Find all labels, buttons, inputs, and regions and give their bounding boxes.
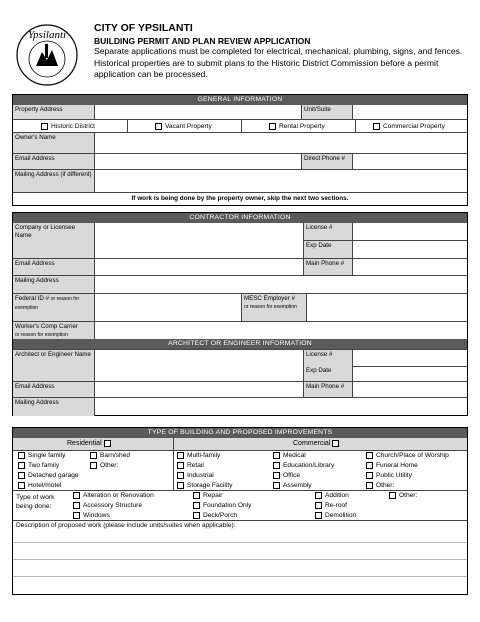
work-type-option-checkbox[interactable]: Demolition	[315, 511, 356, 520]
email-label: Email Address	[13, 154, 95, 170]
checkbox-icon	[73, 502, 80, 509]
federal-id-field[interactable]	[95, 294, 241, 322]
workers-comp-row	[13, 321, 467, 340]
commercial-option-checkbox[interactable]: Church/Place of Worship	[366, 451, 449, 460]
property-address-row	[13, 105, 467, 119]
residential-option-checkbox[interactable]: Two family	[18, 461, 59, 470]
checkbox-icon	[273, 482, 280, 489]
checkbox-icon	[18, 452, 25, 459]
email-field[interactable]	[95, 154, 301, 170]
commercial-option-checkbox[interactable]: Multi-family	[177, 451, 220, 460]
general-information-title: GENERAL INFORMATION	[13, 95, 467, 105]
city-seal-logo	[14, 22, 80, 88]
checkbox-icon	[18, 472, 25, 479]
checkbox-icon	[155, 123, 162, 130]
checkbox-icon	[104, 440, 111, 447]
city-name: CITY OF YPSILANTI	[94, 22, 193, 34]
commercial-checkbox[interactable]: Commercial	[293, 439, 342, 448]
contractor-architect-section	[12, 212, 468, 416]
unit-suite-label: Unit/Suite	[301, 105, 353, 119]
architect-mailing-label: Mailing Address	[13, 398, 95, 416]
contractor-email-field[interactable]	[95, 259, 303, 276]
residential-checkbox[interactable]: Residential	[67, 439, 114, 448]
vacant-property-checkbox[interactable]: Vacant Property	[155, 122, 212, 131]
checkbox-icon	[315, 512, 322, 519]
work-type-option-checkbox[interactable]: Other:	[389, 491, 417, 500]
architect-license-field[interactable]	[353, 350, 467, 366]
commercial-option-checkbox[interactable]: Storage Facility	[177, 481, 232, 490]
architect-email-field[interactable]	[95, 382, 303, 398]
architect-mailing-row	[13, 397, 467, 416]
commercial-option-checkbox[interactable]: Assembly	[273, 481, 312, 490]
checkbox-icon	[41, 123, 48, 130]
contractor-email-row	[13, 258, 467, 276]
checkbox-icon	[273, 452, 280, 459]
checkbox-icon	[90, 462, 97, 469]
description-label: Description of proposed work (please include units/suites when applicable):	[16, 522, 236, 529]
historic-district-checkbox[interactable]: Historic District	[41, 122, 95, 131]
checkbox-icon	[366, 452, 373, 459]
checkbox-icon	[315, 492, 322, 499]
description-area[interactable]	[13, 520, 467, 595]
architect-name-field[interactable]	[95, 350, 303, 382]
residential-option-checkbox[interactable]: Barn/shed	[90, 451, 130, 460]
work-type-option-checkbox[interactable]: Addition	[315, 491, 349, 500]
architect-exp-date-field[interactable]	[353, 366, 467, 382]
commercial-option-checkbox[interactable]: Medical	[273, 451, 306, 460]
property-address-label: Property Address	[13, 105, 95, 119]
general-information-section	[12, 94, 468, 206]
work-type-option-checkbox[interactable]: Windows	[73, 511, 110, 520]
property-type-row	[13, 119, 467, 133]
architect-name-label: Architect or Engineer Name	[13, 350, 95, 382]
description-line	[13, 576, 467, 577]
checkbox-icon	[193, 502, 200, 509]
checkbox-icon	[332, 440, 339, 447]
workers-comp-label: Worker's Comp Carrier or reason for exemption	[13, 322, 95, 340]
checkbox-icon	[18, 462, 25, 469]
mailing-address-row	[13, 169, 467, 192]
checkbox-icon	[177, 482, 184, 489]
checkbox-icon	[273, 472, 280, 479]
commercial-option-checkbox[interactable]: Industrial	[177, 471, 214, 480]
checkbox-icon	[18, 482, 25, 489]
contractor-exp-date-field[interactable]	[353, 241, 467, 258]
work-type-option-checkbox[interactable]: Deck/Porch	[193, 511, 237, 520]
residential-option-checkbox[interactable]: Detached garage	[18, 471, 79, 480]
architect-main-phone-field[interactable]	[353, 382, 467, 398]
company-name-field[interactable]	[95, 223, 303, 258]
checkbox-icon	[73, 512, 80, 519]
work-type-label: Type of work being done:	[16, 494, 55, 510]
form-description: Separate applications must be completed for electrical, mechanical, plumbing, signs, and fences. Historical properties are to submit plans to the Historic District Commission before a permit application can be processed.	[94, 46, 463, 79]
architect-name-row	[13, 349, 467, 382]
mesc-employer-field[interactable]	[307, 294, 467, 322]
commercial-option-checkbox[interactable]: Education/Library	[273, 461, 334, 470]
checkbox-icon	[177, 472, 184, 479]
checkbox-icon	[177, 452, 184, 459]
work-type-option-checkbox[interactable]: Foundation Only	[193, 501, 251, 510]
work-type-option-checkbox[interactable]: Re-roof	[315, 501, 347, 510]
direct-phone-field[interactable]	[353, 154, 467, 170]
checkbox-icon	[366, 482, 373, 489]
work-type-option-checkbox[interactable]: Repair	[193, 491, 222, 500]
direct-phone-label: Direct Phone #	[301, 154, 353, 170]
federal-id-row	[13, 293, 467, 322]
company-name-label: Company or Licensee Name	[13, 223, 95, 258]
property-address-field[interactable]	[95, 105, 311, 119]
commercial-option-checkbox[interactable]: Public Utility	[366, 471, 412, 480]
commercial-option-checkbox[interactable]: Retail	[177, 461, 204, 470]
commercial-option-checkbox[interactable]: Office	[273, 471, 300, 480]
commercial-option-checkbox[interactable]: Funeral Home	[366, 461, 418, 470]
workers-comp-field[interactable]	[95, 322, 467, 340]
architect-license-label: License #	[303, 350, 353, 366]
owner-skip-note: If work is being done by the property owner, skip the next two sections.	[13, 192, 467, 205]
description-line	[13, 542, 467, 543]
architect-information-title: ARCHITECT OR ENGINEER INFORMATION	[13, 339, 467, 349]
owner-name-field[interactable]	[95, 133, 467, 154]
checkbox-icon	[177, 462, 184, 469]
email-row	[13, 153, 467, 170]
contractor-license-field[interactable]	[353, 223, 467, 240]
federal-id-label: Federal ID # or reason for exemption	[13, 294, 95, 322]
building-category-header	[13, 438, 467, 450]
rental-property-checkbox[interactable]: Rental Property	[269, 122, 325, 131]
mailing-address-label: Mailing Address (if different)	[13, 170, 95, 192]
description-line	[13, 559, 467, 560]
unit-suite-field[interactable]	[353, 105, 467, 119]
work-type-option-checkbox[interactable]: Alteration or Renovation	[73, 491, 154, 500]
contractor-mailing-field[interactable]	[95, 276, 467, 294]
mailing-address-field[interactable]	[95, 170, 467, 192]
contractor-mailing-label: Mailing Address	[13, 276, 95, 294]
building-type-section	[12, 427, 468, 595]
work-type-option-checkbox[interactable]: Accessory Structure	[73, 501, 142, 510]
checkbox-icon	[73, 492, 80, 499]
contractor-main-phone-label: Main Phone #	[303, 259, 353, 276]
owner-name-label: Owner's Name	[13, 133, 95, 154]
contractor-main-phone-field[interactable]	[353, 259, 467, 276]
architect-email-label: Email Address	[13, 382, 95, 398]
residential-option-checkbox[interactable]: Other:	[90, 461, 118, 470]
checkbox-icon	[366, 462, 373, 469]
checkbox-icon	[366, 472, 373, 479]
checkbox-icon	[389, 492, 396, 499]
checkbox-icon	[90, 452, 97, 459]
building-type-title: TYPE OF BUILDING AND PROPOSED IMPROVEMENTS	[13, 428, 467, 438]
residential-option-checkbox[interactable]: Single family	[18, 451, 65, 460]
checkbox-icon	[269, 123, 276, 130]
contractor-mailing-row	[13, 275, 467, 294]
architect-main-phone-label: Main Phone #	[303, 382, 353, 398]
svg-text:Ypsilanti: Ypsilanti	[27, 29, 67, 41]
mesc-employer-label: MESC Employer # or reason for exemption	[241, 294, 307, 322]
commercial-property-checkbox[interactable]: Commercial Property	[373, 122, 445, 131]
checkbox-icon	[193, 512, 200, 519]
residential-option-checkbox[interactable]: Hotel/motel	[18, 481, 61, 490]
checkbox-icon	[315, 502, 322, 509]
contractor-exp-date-label: Exp Date	[303, 241, 353, 258]
checkbox-icon	[373, 123, 380, 130]
checkbox-icon	[273, 462, 280, 469]
commercial-option-checkbox[interactable]: Other:	[366, 481, 394, 490]
contractor-email-label: Email Address	[13, 259, 95, 276]
architect-mailing-field[interactable]	[95, 398, 467, 416]
owner-name-row	[13, 132, 467, 154]
contractor-information-title: CONTRACTOR INFORMATION	[13, 213, 467, 223]
architect-exp-date-label: Exp Date	[303, 366, 353, 382]
checkbox-icon	[193, 492, 200, 499]
contractor-license-label: License #	[303, 223, 353, 240]
architect-email-row	[13, 381, 467, 398]
form-title: BUILDING PERMIT AND PLAN REVIEW APPLICATION	[94, 36, 311, 46]
